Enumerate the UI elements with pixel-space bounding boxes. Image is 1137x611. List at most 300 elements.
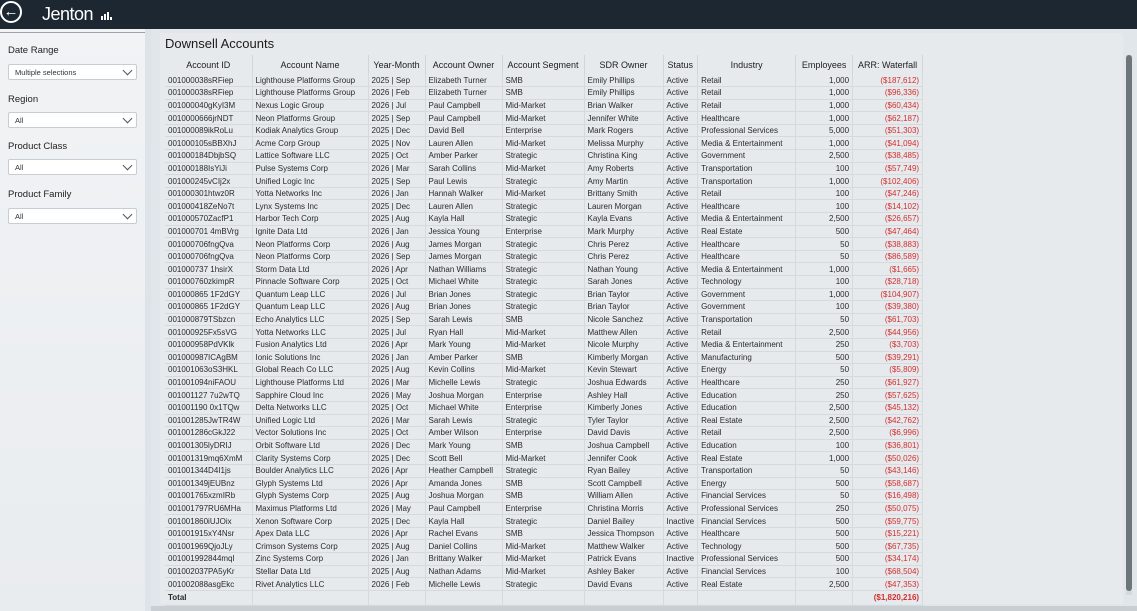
table-cell: 5,000 bbox=[796, 124, 853, 137]
table-cell: 250 bbox=[796, 389, 853, 402]
table-row[interactable] bbox=[165, 452, 923, 465]
table-cell: ($102,406) bbox=[853, 175, 923, 188]
table-cell: Kodiak Analytics Group bbox=[252, 124, 368, 137]
table-cell: 001002088asgEkc bbox=[165, 578, 252, 591]
product-family-dropdown[interactable] bbox=[8, 208, 137, 224]
table-cell: Enterprise bbox=[502, 124, 584, 137]
table-cell: Sapphire Cloud Inc bbox=[252, 389, 368, 402]
table-cell: Emily Phillips bbox=[584, 74, 663, 87]
table-cell: 250 bbox=[796, 502, 853, 515]
table-row[interactable] bbox=[165, 263, 923, 276]
table-cell: 2026 | Aug bbox=[368, 301, 425, 314]
table-cell: Real Estate bbox=[698, 225, 796, 238]
table-cell: Ionic Solutions Inc bbox=[252, 351, 368, 364]
chevron-down-icon bbox=[123, 114, 133, 124]
table-cell: 2025 | Aug bbox=[368, 213, 425, 226]
table-cell: Active bbox=[663, 250, 698, 263]
table-cell: Active bbox=[663, 364, 698, 377]
table-cell: 001001285JwTR4W bbox=[165, 414, 252, 427]
table-cell: 001000038sRFiep bbox=[165, 87, 252, 100]
table-cell: 2,500 bbox=[796, 427, 853, 440]
table-cell: 001001286cGkJ22 bbox=[165, 427, 252, 440]
table-cell: Transportation bbox=[698, 464, 796, 477]
table-cell: 1,000 bbox=[796, 263, 853, 276]
brand-bars-icon bbox=[101, 11, 112, 20]
table-cell: Active bbox=[663, 87, 698, 100]
table-cell: 2,500 bbox=[796, 213, 853, 226]
table-cell: Xenon Software Corp bbox=[252, 515, 368, 528]
table-cell: Yotta Networks Inc bbox=[252, 187, 368, 200]
table-cell: Active bbox=[663, 439, 698, 452]
table-cell: Healthcare bbox=[698, 527, 796, 540]
table-cell: 500 bbox=[796, 540, 853, 553]
table-cell: Quantum Leap LLC bbox=[252, 301, 368, 314]
table-row[interactable] bbox=[165, 553, 923, 566]
table-cell: 1,000 bbox=[796, 74, 853, 87]
table-cell: Financial Services bbox=[698, 515, 796, 528]
table-cell: Active bbox=[663, 301, 698, 314]
column-header[interactable]: Account ID bbox=[165, 55, 252, 74]
table-cell: Global Reach Co LLC bbox=[252, 364, 368, 377]
table-cell: 001001915xY4Nsr bbox=[165, 527, 252, 540]
table-cell: Healthcare bbox=[698, 250, 796, 263]
table-cell: 100 bbox=[796, 187, 853, 200]
table-cell: Retail bbox=[698, 326, 796, 339]
table-cell: Chris Perez bbox=[584, 238, 663, 251]
table-row[interactable] bbox=[165, 225, 923, 238]
table-cell: Michael White bbox=[425, 401, 502, 414]
table-cell: Nexus Logic Group bbox=[252, 99, 368, 112]
date-range-value: Multiple selections bbox=[15, 68, 77, 77]
table-cell: Glyph Systems Corp bbox=[252, 490, 368, 503]
table-cell: 1,000 bbox=[796, 87, 853, 100]
table-row[interactable] bbox=[165, 401, 923, 414]
table-cell: 001001344D4I1js bbox=[165, 464, 252, 477]
table-cell: ($68,504) bbox=[853, 565, 923, 578]
table-cell: Neon Platforms Corp bbox=[252, 238, 368, 251]
table-cell: Kayla Evans bbox=[584, 213, 663, 226]
column-header[interactable]: Status bbox=[663, 55, 698, 74]
table-row[interactable] bbox=[165, 427, 923, 440]
table-cell: Strategic bbox=[502, 250, 584, 263]
table-cell: Yotta Networks LLC bbox=[252, 326, 368, 339]
table-cell: 250 bbox=[796, 376, 853, 389]
table-cell: Brittany Smith bbox=[584, 187, 663, 200]
table-cell: Active bbox=[663, 338, 698, 351]
table-cell: Unified Logic Ltd bbox=[252, 414, 368, 427]
table-cell: 1,000 bbox=[796, 99, 853, 112]
table-cell: Mid-Market bbox=[502, 565, 584, 578]
table-cell: 500 bbox=[796, 553, 853, 566]
table-cell: 2026 | Feb bbox=[368, 578, 425, 591]
filter-sidebar bbox=[0, 29, 145, 611]
column-header[interactable]: Year-Month bbox=[368, 55, 425, 74]
table-cell: Mid-Market bbox=[502, 137, 584, 150]
table-cell: 001001127 7u2wTQ bbox=[165, 389, 252, 402]
table-cell: Daniel Collins bbox=[425, 540, 502, 553]
region-dropdown[interactable] bbox=[8, 112, 137, 128]
table-cell: Enterprise bbox=[502, 389, 584, 402]
table-cell: 500 bbox=[796, 477, 853, 490]
table-row[interactable] bbox=[165, 150, 923, 163]
table-cell: Lauren Allen bbox=[425, 200, 502, 213]
table-cell: 001000301htwz0R bbox=[165, 187, 252, 200]
table-title: Downsell Accounts bbox=[165, 36, 275, 51]
table-cell: 2026 | Jan bbox=[368, 187, 425, 200]
table-cell: Mark Murphy bbox=[584, 225, 663, 238]
vertical-scrollbar[interactable] bbox=[1126, 55, 1132, 595]
table-cell: Nicole Murphy bbox=[584, 338, 663, 351]
table-cell: Emily Phillips bbox=[584, 87, 663, 100]
table-cell: ($104,907) bbox=[853, 288, 923, 301]
table-cell: Active bbox=[663, 175, 698, 188]
table-cell: 001000245vCIj2x bbox=[165, 175, 252, 188]
top-bar bbox=[0, 0, 1137, 29]
table-cell: 2026 | May bbox=[368, 502, 425, 515]
table-cell: 001002037PA5yKr bbox=[165, 565, 252, 578]
table-cell: Nathan Adams bbox=[425, 565, 502, 578]
table-cell: ($41,094) bbox=[853, 137, 923, 150]
table-row[interactable] bbox=[165, 313, 923, 326]
table-cell: 50 bbox=[796, 250, 853, 263]
table-row[interactable] bbox=[165, 515, 923, 528]
table-cell: Fusion Analytics Ltd bbox=[252, 338, 368, 351]
table-cell: 001001319mq6XmM bbox=[165, 452, 252, 465]
table-cell: Mid-Market bbox=[502, 540, 584, 553]
table-row[interactable] bbox=[165, 326, 923, 339]
table-row[interactable] bbox=[165, 288, 923, 301]
table-cell: Lighthouse Platforms Group bbox=[252, 87, 368, 100]
table-cell: ($47,353) bbox=[853, 578, 923, 591]
table-cell: 2,500 bbox=[796, 326, 853, 339]
table-cell: Active bbox=[663, 389, 698, 402]
table-cell: Boulder Analytics LLC bbox=[252, 464, 368, 477]
table-cell: Lauren Allen bbox=[425, 137, 502, 150]
column-header[interactable]: Industry bbox=[698, 55, 796, 74]
table-cell: Retail bbox=[698, 427, 796, 440]
table-cell: Rachel Evans bbox=[425, 527, 502, 540]
table-cell: Patrick Evans bbox=[584, 553, 663, 566]
table-cell: Joshua Morgan bbox=[425, 490, 502, 503]
table-cell: Strategic bbox=[502, 414, 584, 427]
table-row[interactable] bbox=[165, 364, 923, 377]
table-row[interactable] bbox=[165, 464, 923, 477]
table-cell: James Morgan bbox=[425, 238, 502, 251]
table-cell: Delta Networks LLC bbox=[252, 401, 368, 414]
table-cell: ($44,956) bbox=[853, 326, 923, 339]
table-cell: 2026 | Jan bbox=[368, 553, 425, 566]
back-arrow-icon[interactable]: ← bbox=[0, 1, 22, 23]
table-cell: Amanda Jones bbox=[425, 477, 502, 490]
table-cell: Mark Young bbox=[425, 338, 502, 351]
table-cell: 001001349jEUBnz bbox=[165, 477, 252, 490]
table-cell: Active bbox=[663, 464, 698, 477]
table-cell: Education bbox=[698, 439, 796, 452]
table-cell: Mid-Market bbox=[502, 162, 584, 175]
table-cell: 0010000666jrNDT bbox=[165, 112, 252, 125]
table-cell: Pinnacle Software Corp bbox=[252, 276, 368, 289]
table-cell: Orbit Software Ltd bbox=[252, 439, 368, 452]
table-cell: Elizabeth Turner bbox=[425, 74, 502, 87]
table-cell: Strategic bbox=[502, 150, 584, 163]
table-cell: SMB bbox=[502, 477, 584, 490]
table-cell: Lighthouse Platforms Group bbox=[252, 74, 368, 87]
table-cell: 2025 | Sep bbox=[368, 112, 425, 125]
chevron-down-icon bbox=[123, 161, 133, 171]
table-cell: Active bbox=[663, 74, 698, 87]
table-cell: Brian Taylor bbox=[584, 301, 663, 314]
table-cell: Media & Entertainment bbox=[698, 338, 796, 351]
column-header[interactable]: SDR Owner bbox=[584, 55, 663, 74]
table-cell: Sarah Jones bbox=[584, 276, 663, 289]
table-cell: Ignite Data Ltd bbox=[252, 225, 368, 238]
table-cell: Active bbox=[663, 187, 698, 200]
table-row[interactable] bbox=[165, 301, 923, 314]
table-cell: 001000987ICAgBM bbox=[165, 351, 252, 364]
table-cell: Matthew Walker bbox=[584, 540, 663, 553]
table-row[interactable] bbox=[165, 502, 923, 515]
table-cell: 500 bbox=[796, 515, 853, 528]
table-cell: Brian Taylor bbox=[584, 288, 663, 301]
table-cell: Active bbox=[663, 288, 698, 301]
table-cell: 100 bbox=[796, 200, 853, 213]
table-cell: ($57,749) bbox=[853, 162, 923, 175]
table-cell: Neon Platforms Corp bbox=[252, 250, 368, 263]
table-cell: ($60,434) bbox=[853, 99, 923, 112]
table-cell: 001000760zkimpR bbox=[165, 276, 252, 289]
table-cell: 2026 | Jul bbox=[368, 99, 425, 112]
table-cell: Stellar Data Ltd bbox=[252, 565, 368, 578]
table-cell: Active bbox=[663, 401, 698, 414]
table-cell: 2025 | Aug bbox=[368, 540, 425, 553]
table-cell: 1,000 bbox=[796, 452, 853, 465]
table-row[interactable] bbox=[165, 162, 923, 175]
table-cell: 001001094niFAOU bbox=[165, 376, 252, 389]
total-row bbox=[165, 590, 923, 605]
table-cell: Active bbox=[663, 276, 698, 289]
table-cell: Strategic bbox=[502, 276, 584, 289]
table-cell: Sarah Lewis bbox=[425, 313, 502, 326]
table-row[interactable] bbox=[165, 112, 923, 125]
table-cell: Active bbox=[663, 137, 698, 150]
table-row[interactable] bbox=[165, 351, 923, 364]
table-row[interactable] bbox=[165, 565, 923, 578]
table-cell: Jennifer Cook bbox=[584, 452, 663, 465]
table-row[interactable] bbox=[165, 414, 923, 427]
table-cell: Amber Wilson bbox=[425, 427, 502, 440]
table-row[interactable] bbox=[165, 477, 923, 490]
table-cell: 500 bbox=[796, 225, 853, 238]
table-row[interactable] bbox=[165, 238, 923, 251]
table-cell: 1,000 bbox=[796, 112, 853, 125]
product-class-dropdown[interactable] bbox=[8, 159, 137, 175]
table-row[interactable] bbox=[165, 200, 923, 213]
table-cell: Healthcare bbox=[698, 112, 796, 125]
table-cell: Neon Platforms Group bbox=[252, 112, 368, 125]
table-cell: Active bbox=[663, 162, 698, 175]
table-cell: Apex Data LLC bbox=[252, 527, 368, 540]
table-cell: Inactive bbox=[663, 515, 698, 528]
table-cell: ($47,246) bbox=[853, 187, 923, 200]
table-cell: Paul Campbell bbox=[425, 99, 502, 112]
table-cell: 2026 | Apr bbox=[368, 263, 425, 276]
filter-label-region: Region bbox=[8, 94, 39, 105]
table-row[interactable] bbox=[165, 540, 923, 553]
table-cell: Amy Martin bbox=[584, 175, 663, 188]
table-cell: Paul Lewis bbox=[425, 175, 502, 188]
table-row[interactable] bbox=[165, 99, 923, 112]
table-cell: Matthew Allen bbox=[584, 326, 663, 339]
scrollbar-thumb[interactable] bbox=[1126, 55, 1132, 591]
table-cell: Hannah Walker bbox=[425, 187, 502, 200]
table-cell: Paul Campbell bbox=[425, 502, 502, 515]
table-cell: Active bbox=[663, 414, 698, 427]
column-header[interactable]: ARR: Waterfall bbox=[853, 55, 923, 74]
table-cell: 100 bbox=[796, 276, 853, 289]
table-cell: Unified Logic Inc bbox=[252, 175, 368, 188]
table-cell: 001000706fngQva bbox=[165, 250, 252, 263]
table-cell: Transportation bbox=[698, 313, 796, 326]
table-cell: 500 bbox=[796, 527, 853, 540]
table-cell: Brian Jones bbox=[425, 301, 502, 314]
table-cell: Joshua Edwards bbox=[584, 376, 663, 389]
table-cell: Healthcare bbox=[698, 200, 796, 213]
table-cell: Media & Entertainment bbox=[698, 263, 796, 276]
table-cell: Jessica Thompson bbox=[584, 527, 663, 540]
table-cell: Harbor Tech Corp bbox=[252, 213, 368, 226]
table-row[interactable] bbox=[165, 276, 923, 289]
table-cell: Enterprise bbox=[502, 427, 584, 440]
column-header[interactable]: Account Segment bbox=[502, 55, 584, 74]
table-row[interactable] bbox=[165, 187, 923, 200]
table-cell: 50 bbox=[796, 364, 853, 377]
product-class-value: All bbox=[15, 163, 24, 172]
table-cell: 001001190 0x1TQw bbox=[165, 401, 252, 414]
table-cell: Echo Analytics LLC bbox=[252, 313, 368, 326]
table-body bbox=[165, 74, 923, 590]
table-row[interactable] bbox=[165, 439, 923, 452]
table-cell: Mid-Market bbox=[502, 338, 584, 351]
table-cell: Active bbox=[663, 502, 698, 515]
table-cell: Healthcare bbox=[698, 238, 796, 251]
table-cell: 001000418ZeNo7t bbox=[165, 200, 252, 213]
table-row[interactable] bbox=[165, 490, 923, 503]
table-cell: Joshua Morgan bbox=[425, 389, 502, 402]
table-row[interactable] bbox=[165, 389, 923, 402]
table-cell: 2025 | Dec bbox=[368, 124, 425, 137]
product-family-value: All bbox=[15, 212, 24, 221]
table-cell: SMB bbox=[502, 527, 584, 540]
table-cell: 2026 | May bbox=[368, 389, 425, 402]
table-cell: 2025 | Aug bbox=[368, 364, 425, 377]
column-header[interactable]: Employees bbox=[796, 55, 853, 74]
table-cell: 50 bbox=[796, 313, 853, 326]
table-row[interactable] bbox=[165, 250, 923, 263]
table-row[interactable] bbox=[165, 175, 923, 188]
table-cell: Real Estate bbox=[698, 414, 796, 427]
table-cell: Technology bbox=[698, 276, 796, 289]
table-cell: 2026 | Mar bbox=[368, 414, 425, 427]
table-cell: 2026 | Jan bbox=[368, 225, 425, 238]
table-cell: Strategic bbox=[502, 200, 584, 213]
table-cell: ($43,146) bbox=[853, 464, 923, 477]
filter-label-product-family: Product Family bbox=[8, 189, 72, 200]
table-cell: Ashley Baker bbox=[584, 565, 663, 578]
table-cell: Media & Entertainment bbox=[698, 137, 796, 150]
table-row[interactable] bbox=[165, 137, 923, 150]
table-cell: 2026 | Apr bbox=[368, 477, 425, 490]
table-cell: Ryan Bailey bbox=[584, 464, 663, 477]
table-cell: Strategic bbox=[502, 376, 584, 389]
table-cell: Active bbox=[663, 150, 698, 163]
table-cell: 001000737 1hsirX bbox=[165, 263, 252, 276]
table-cell: Mid-Market bbox=[502, 99, 584, 112]
table-row[interactable] bbox=[165, 376, 923, 389]
table-cell: SMB bbox=[502, 74, 584, 87]
table-cell: Retail bbox=[698, 187, 796, 200]
table-row[interactable] bbox=[165, 213, 923, 226]
table-cell: Lynx Systems Inc bbox=[252, 200, 368, 213]
table-cell: Active bbox=[663, 427, 698, 440]
table-cell: 2025 | Dec bbox=[368, 200, 425, 213]
table-cell: Kimberly Jones bbox=[584, 401, 663, 414]
table-cell: Strategic bbox=[502, 263, 584, 276]
table-cell: ($50,026) bbox=[853, 452, 923, 465]
table-cell: Mid-Market bbox=[502, 326, 584, 339]
table-cell: Brian Walker bbox=[584, 99, 663, 112]
table-row[interactable] bbox=[165, 527, 923, 540]
table-cell: Active bbox=[663, 112, 698, 125]
chevron-down-icon bbox=[123, 210, 133, 220]
column-header[interactable]: Account Name bbox=[252, 55, 368, 74]
table-cell: 2025 | Jul bbox=[368, 326, 425, 339]
table-row[interactable] bbox=[165, 87, 923, 100]
table-cell: Financial Services bbox=[698, 565, 796, 578]
table-cell: 2025 | Sep bbox=[368, 175, 425, 188]
table-cell: 001000570ZacfP1 bbox=[165, 213, 252, 226]
table-row[interactable] bbox=[165, 74, 923, 87]
table-cell: 2026 | Jan bbox=[368, 351, 425, 364]
table-cell: Real Estate bbox=[698, 578, 796, 591]
table-cell: 001001305lyDRIJ bbox=[165, 439, 252, 452]
table-row[interactable] bbox=[165, 578, 923, 591]
table-cell: 2025 | Oct bbox=[368, 427, 425, 440]
page-footer-strip bbox=[151, 606, 1137, 611]
table-cell: SMB bbox=[502, 87, 584, 100]
table-cell: 1,000 bbox=[796, 137, 853, 150]
table-cell: William Allen bbox=[584, 490, 663, 503]
table-cell: 2026 | Jul bbox=[368, 288, 425, 301]
table-cell: ($14,102) bbox=[853, 200, 923, 213]
table-row[interactable] bbox=[165, 338, 923, 351]
date-range-dropdown[interactable] bbox=[8, 64, 137, 80]
table-cell: ($39,380) bbox=[853, 301, 923, 314]
table-row[interactable] bbox=[165, 124, 923, 137]
table-cell: 250 bbox=[796, 338, 853, 351]
column-header[interactable]: Account Owner bbox=[425, 55, 502, 74]
table-cell: 100 bbox=[796, 439, 853, 452]
table-cell: 100 bbox=[796, 565, 853, 578]
table-cell: Lauren Morgan bbox=[584, 200, 663, 213]
table-cell: Sarah Collins bbox=[425, 162, 502, 175]
table-cell: 50 bbox=[796, 490, 853, 503]
table-cell: Quantum Leap LLC bbox=[252, 288, 368, 301]
table-cell: Nathan Young bbox=[584, 263, 663, 276]
table-cell: Christina King bbox=[584, 150, 663, 163]
table-cell: Sarah Lewis bbox=[425, 414, 502, 427]
table-cell: Active bbox=[663, 213, 698, 226]
table-cell: Nathan Williams bbox=[425, 263, 502, 276]
